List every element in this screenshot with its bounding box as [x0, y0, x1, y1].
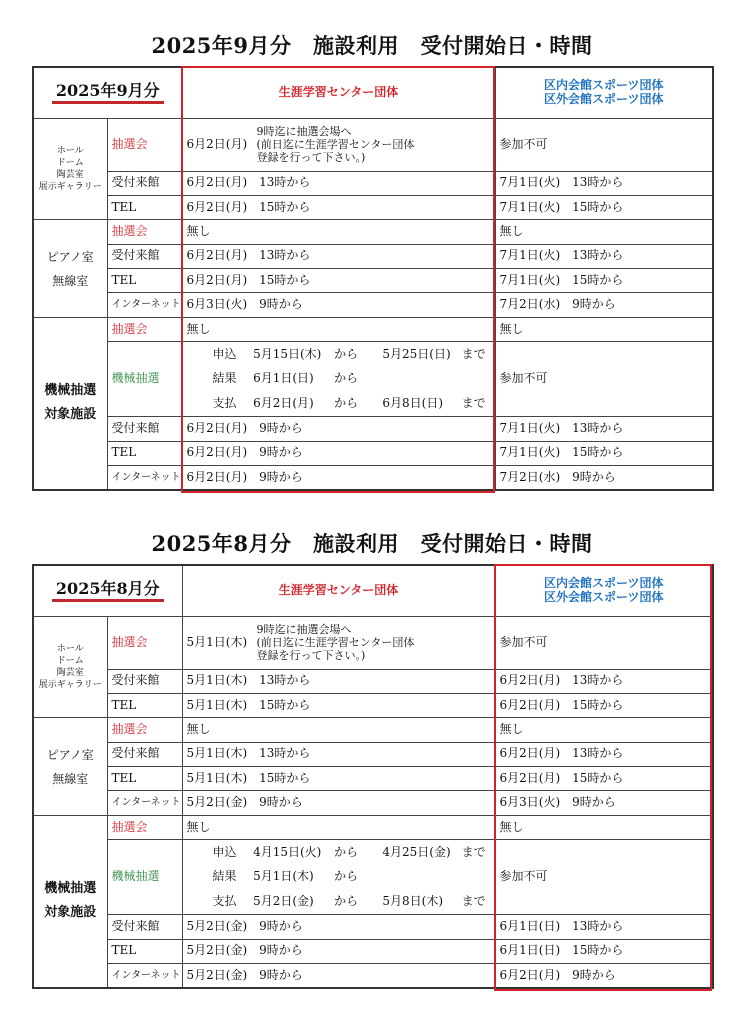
machine-kara: から	[334, 396, 359, 411]
machine-from: 6月1日(日)	[253, 371, 314, 386]
machine-label: 支払	[212, 396, 237, 411]
sports-cell: 6月3日(火) 9時から	[495, 791, 713, 815]
machine-kara: から	[334, 894, 359, 909]
facility-name: 機械抽選	[44, 382, 97, 398]
sports-group-header	[495, 67, 713, 118]
machine-label: 結果	[212, 869, 237, 884]
table-row	[33, 293, 713, 317]
method-cell: インターネット	[107, 293, 182, 317]
facility-name: 対象施設	[44, 407, 97, 423]
facility-name: ドーム	[56, 157, 84, 168]
table-row	[33, 742, 713, 766]
center-cell: 無し	[182, 220, 495, 244]
machine-lottery-row	[33, 342, 713, 367]
table-row	[33, 915, 713, 939]
sports-cell: 参加不可	[495, 118, 713, 171]
facility-name: 機械抽選	[44, 880, 97, 896]
header-row	[33, 67, 713, 118]
method-cell: 機械抽選	[107, 342, 182, 417]
month-label: 2025年8月分	[52, 580, 164, 602]
sports-cell: 無し	[495, 815, 713, 839]
method-cell: 抽選会	[107, 220, 182, 244]
machine-made: まで	[461, 346, 486, 361]
machine-from: 4月15日(火)	[253, 844, 322, 859]
table-row	[33, 441, 713, 465]
table-row	[33, 269, 713, 293]
table-row	[33, 171, 713, 195]
lottery-date: 5月1日(木)	[186, 634, 248, 649]
table-row	[33, 718, 713, 742]
machine-label: 申込	[212, 346, 237, 361]
facility-name: ホール	[56, 643, 84, 654]
method-cell: 抽選会	[107, 815, 182, 839]
facility-name: 陶芸室	[56, 169, 84, 180]
sports-cell: 無し	[495, 317, 713, 341]
center-cell	[182, 118, 495, 171]
table-row	[33, 220, 713, 244]
machine-period-cell	[182, 392, 495, 417]
method-cell: 抽選会	[107, 718, 182, 742]
method-cell: TEL	[107, 441, 182, 465]
sports-group-header	[495, 565, 713, 616]
facility-name: 展示ギャラリー	[38, 680, 102, 691]
method-cell: TEL	[107, 939, 182, 963]
center-cell: 6月3日(火) 9時から	[182, 293, 495, 317]
method-cell: 機械抽選	[107, 840, 182, 915]
center-cell: 6月2日(月) 9時から	[182, 417, 495, 441]
sports-cell: 7月1日(火) 13時から	[495, 171, 713, 195]
machine-from: 6月2日(月)	[253, 396, 314, 411]
table-row	[33, 195, 713, 219]
machine-label: 申込	[212, 844, 237, 859]
facility-name: ピアノ室	[46, 747, 94, 762]
sports-header-line: 区内会館スポーツ団体	[544, 77, 664, 92]
facility-cell	[33, 118, 107, 220]
center-cell: 6月2日(月) 15時から	[182, 195, 495, 219]
machine-kara: から	[334, 371, 359, 386]
facility-name: 無線室	[52, 273, 89, 288]
method-cell: TEL	[107, 693, 182, 717]
machine-from: 5月15日(木)	[253, 346, 322, 361]
sports-cell: 6月2日(月) 13時から	[495, 669, 713, 693]
machine-to: 5月8日(木)	[382, 894, 444, 909]
sports-cell: 参加不可	[495, 342, 713, 417]
center-cell: 6月2日(月) 13時から	[182, 244, 495, 268]
facility-name: 対象施設	[44, 905, 97, 921]
sports-cell: 6月1日(日) 13時から	[495, 915, 713, 939]
center-cell: 6月2日(月) 15時から	[182, 269, 495, 293]
center-cell: 5月1日(木) 13時から	[182, 669, 495, 693]
center-cell: 5月1日(木) 13時から	[182, 742, 495, 766]
lottery-note: 9時迄に抽選会場へ (前日迄に生涯学習センター団体 登録を行って下さい。)	[256, 622, 415, 663]
center-cell: 無し	[182, 718, 495, 742]
facility-cell	[33, 317, 107, 490]
center-cell: 6月2日(月) 9時から	[182, 466, 495, 490]
center-cell: 6月2日(月) 13時から	[182, 171, 495, 195]
table-row	[33, 939, 713, 963]
machine-period-cell	[182, 367, 495, 392]
header-row	[33, 565, 713, 616]
method-cell: TEL	[107, 767, 182, 791]
center-group-header: 生涯学習センター団体	[182, 67, 495, 118]
machine-period-cell	[182, 840, 495, 865]
facility-name: 陶芸室	[56, 667, 84, 678]
sports-cell: 6月2日(月) 15時から	[495, 693, 713, 717]
method-cell: 受付来館	[107, 915, 182, 939]
method-cell: 受付来館	[107, 669, 182, 693]
machine-to: 5月25日(日)	[382, 346, 451, 361]
method-cell: インターネット	[107, 964, 182, 988]
sports-cell: 6月2日(月) 9時から	[495, 964, 713, 988]
machine-to: 4月25日(金)	[382, 844, 451, 859]
sports-cell: 6月2日(月) 13時から	[495, 742, 713, 766]
schedule-table	[32, 564, 714, 989]
sports-cell: 6月1日(日) 15時から	[495, 939, 713, 963]
machine-lottery-row	[33, 840, 713, 865]
lottery-date: 6月2日(月)	[186, 136, 248, 151]
sports-cell: 7月1日(火) 15時から	[495, 269, 713, 293]
method-cell: 抽選会	[107, 616, 182, 669]
center-cell: 6月2日(月) 9時から	[182, 441, 495, 465]
method-cell: TEL	[107, 195, 182, 219]
machine-made: まで	[461, 894, 486, 909]
facility-cell	[33, 718, 107, 816]
sports-header-line: 区内会館スポーツ団体	[544, 575, 664, 590]
facility-name: ピアノ室	[46, 249, 94, 264]
center-cell: 5月2日(金) 9時から	[182, 939, 495, 963]
center-cell	[182, 616, 495, 669]
facility-name: ホール	[56, 145, 84, 156]
sports-cell: 無し	[495, 718, 713, 742]
sports-cell: 参加不可	[495, 840, 713, 915]
method-cell: TEL	[107, 269, 182, 293]
center-cell: 無し	[182, 317, 495, 341]
table-row	[33, 791, 713, 815]
method-cell: 受付来館	[107, 742, 182, 766]
sports-cell: 7月2日(水) 9時から	[495, 466, 713, 490]
table-row	[33, 417, 713, 441]
machine-period-cell	[182, 342, 495, 367]
method-cell: 受付来館	[107, 244, 182, 268]
table-row	[33, 244, 713, 268]
facility-name: 無線室	[52, 771, 89, 786]
section-title: 2025年9月分 施設利用 受付開始日・時間	[151, 33, 593, 58]
machine-period-cell	[182, 865, 495, 890]
center-cell: 無し	[182, 815, 495, 839]
facility-cell	[33, 616, 107, 718]
sports-header-line: 区外会館スポーツ団体	[544, 589, 664, 604]
machine-label: 支払	[212, 894, 237, 909]
month-header	[33, 565, 182, 616]
facility-cell	[33, 220, 107, 318]
machine-made: まで	[461, 396, 486, 411]
table-row	[33, 964, 713, 988]
machine-to: 6月8日(日)	[382, 396, 444, 411]
table-row	[33, 118, 713, 171]
sports-cell: 7月1日(火) 13時から	[495, 417, 713, 441]
sports-cell: 参加不可	[495, 616, 713, 669]
schedule-table	[32, 66, 714, 491]
center-group-header: 生涯学習センター団体	[182, 565, 495, 616]
facility-name: 展示ギャラリー	[38, 182, 102, 193]
table-row	[33, 815, 713, 839]
machine-made: まで	[461, 844, 486, 859]
method-cell: インターネット	[107, 791, 182, 815]
facility-name: ドーム	[56, 655, 84, 666]
method-cell: 受付来館	[107, 171, 182, 195]
sports-cell: 7月1日(火) 15時から	[495, 195, 713, 219]
section-title: 2025年8月分 施設利用 受付開始日・時間	[151, 531, 593, 556]
table-row	[33, 669, 713, 693]
machine-label: 結果	[212, 371, 237, 386]
method-cell: 抽選会	[107, 317, 182, 341]
table-row	[33, 767, 713, 791]
sports-cell: 6月2日(月) 15時から	[495, 767, 713, 791]
sports-cell: 7月2日(水) 9時から	[495, 293, 713, 317]
lottery-note: 9時迄に抽選会場へ (前日迄に生涯学習センター団体 登録を行って下さい。)	[256, 124, 415, 165]
machine-kara: から	[334, 844, 359, 859]
month-label: 2025年9月分	[52, 82, 164, 104]
sports-cell: 無し	[495, 220, 713, 244]
machine-period-cell	[182, 890, 495, 915]
method-cell: インターネット	[107, 466, 182, 490]
center-cell: 5月2日(金) 9時から	[182, 964, 495, 988]
table-row	[33, 317, 713, 341]
table-row	[33, 616, 713, 669]
center-cell: 5月2日(金) 9時から	[182, 791, 495, 815]
sports-cell: 7月1日(火) 15時から	[495, 441, 713, 465]
machine-kara: から	[334, 869, 359, 884]
machine-from: 5月2日(金)	[253, 894, 314, 909]
sports-header-line: 区外会館スポーツ団体	[544, 91, 664, 106]
machine-from: 5月1日(木)	[253, 869, 314, 884]
table-row	[33, 466, 713, 490]
month-header	[33, 67, 182, 118]
center-cell: 5月2日(金) 9時から	[182, 915, 495, 939]
machine-kara: から	[334, 346, 359, 361]
center-cell: 5月1日(木) 15時から	[182, 767, 495, 791]
method-cell: 受付来館	[107, 417, 182, 441]
center-cell: 5月1日(木) 15時から	[182, 693, 495, 717]
table-row	[33, 693, 713, 717]
method-cell: 抽選会	[107, 118, 182, 171]
facility-cell	[33, 815, 107, 988]
sports-cell: 7月1日(火) 13時から	[495, 244, 713, 268]
